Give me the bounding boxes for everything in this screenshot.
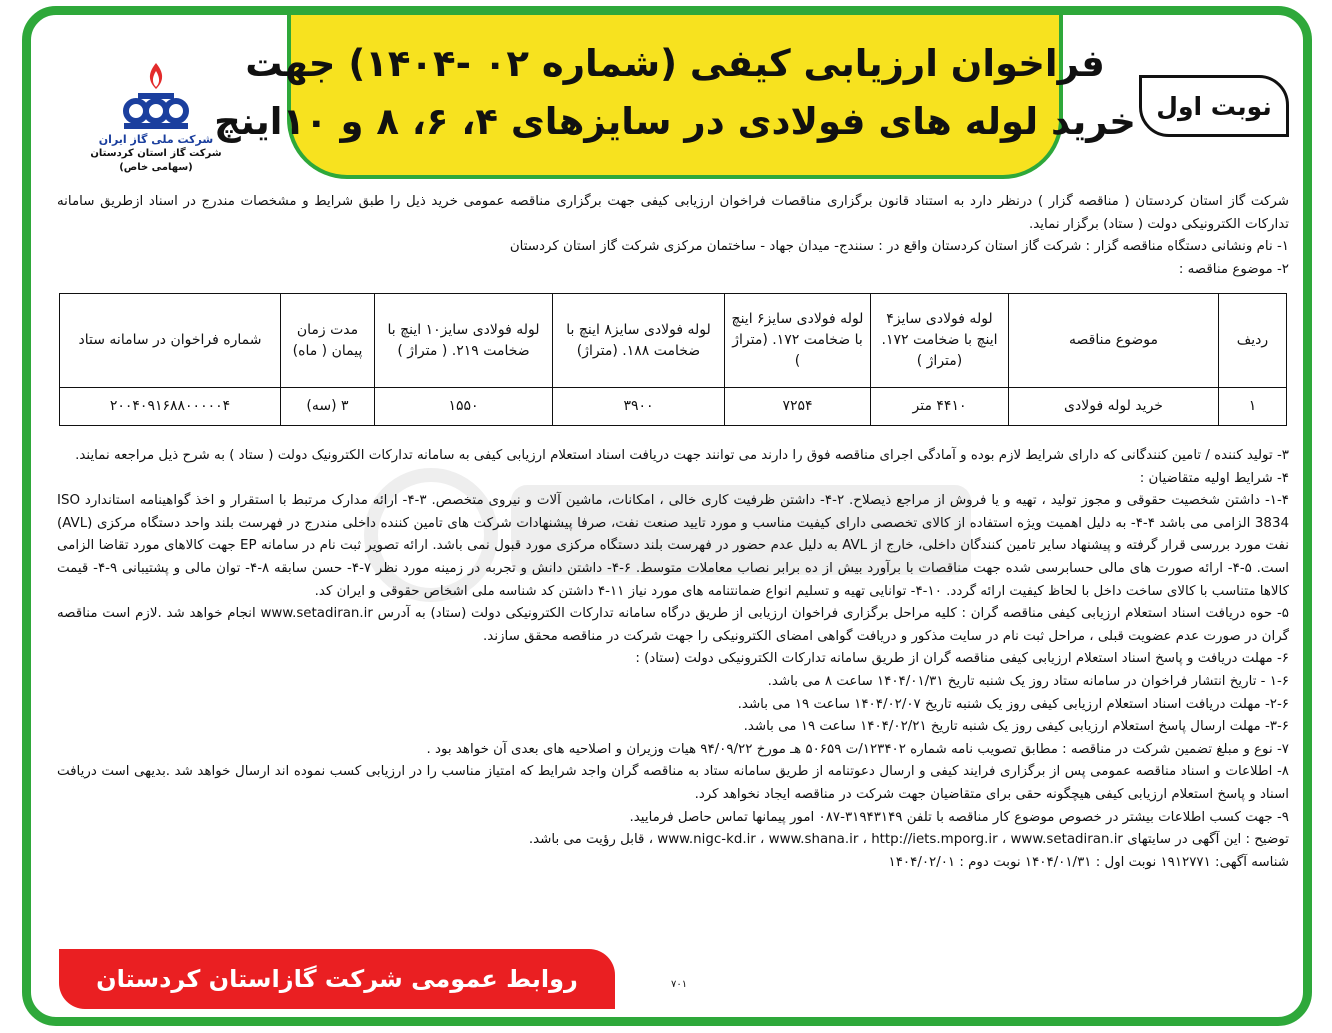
item-1: ۱- نام ونشانی دستگاه مناقصه گزار : شرکت گاز استان کردستان واقع در : سنندج- میدان جهاد - ساختمان مرکزی شرکت گاز استان کردستان <box>509 239 1289 254</box>
logo-company-type: (سهامی خاص) <box>119 162 193 173</box>
item-4-body: ۱-۴- داشتن شخصیت حقوقی و مجوز تولید ، تهیه و یا فروش از مراجع ذیصلاح. ۲-۴- داشتن ظرفیت کاری خالی ، امکانات، ماشین آلات و نیروی متخصص. ۳-۴- ارائه مدارک مرتبط با استقرار و اخذ گواهینامه استاندارد ISO 3834 الزامی می باشد ۴-۴- به دلیل اهمیت ویژه استفاده از کالای تخصصی دارای کیفیت مناسب و مورد تایید صنعت نفت، صرفا پیشنهادات شرکت های تامین کننده داخلی مندرج در فهرست بلند واحد دستگاه مرکزی (AVL) نفت مورد بررسی قرار گرفته و پیشنهاد سایر تامین کنندگان داخلی، خارج از AVL به دلیل عدم حضور در فهرست بلند دستگاه مرکزی مورد قبول نمی باشد. ارائه تصویر ثبت نام در سامانه EP جهت کالاهای مورد تقاضا الزامی است. ۵-۴- ارائه صورت های مالی حسابرسی شده جهت مناقصات با برآورد بیش از ده برابر نصاب معاملات متوسط. ۶-۴- داشتن دانش و تجربه در زمینه مورد نظر ۷-۴- حسن سابقه ۸-۴- توان مالی و پشتیبانی ۹-۴- قیمت کالاها متناسب با کالای ساخت داخل با لحاظ کیفیت ارائه گردد. ۱۰-۴- توانایی تهیه و تسلیم انواع ضمانتنامه های مورد نیاز ۱۱-۴ داشتن کد شناسه ملی اشخاص حقوقی و ایران کد. <box>57 493 1290 599</box>
item-9: ۹- جهت کسب اطلاعات بیشتر در خصوص موضوع کار مناقصه با تلفن ۳۱۹۴۳۱۴۹-۰۸۷ امور پیمانها تماس حاصل فرمایید. <box>629 809 1289 825</box>
tender-table <box>59 293 1287 426</box>
table-row <box>60 388 1287 426</box>
item-5: ۵- حوه دریافت اسناد استعلام ارزیابی کیفی مناقصه گران : کلیه مراحل برگزاری فراخوان ارزیابی از طریق درگاه سامانه تدارکات الکترونیکی دولت (ستاد) به آدرس www.setadiran.ir انجام خواهد شد .لازم است مناقصه گران در صورت عدم عضویت قبلی ، مراحل ثبت نام در سایت مذکور و دریافت گواهی امضای الکترونیکی را جهت شرکت در مناقصه محقق سازند. <box>57 606 1289 644</box>
item-7: ۷- نوع و مبلغ تضمین شرکت در مناقصه : مطابق تصویب نامه شماره ۱۲۳۴۰۲/ت ۵۰۶۵۹ هـ مورخ ۹۴/۰۹/۲۲ هیات وزیران و اصلاحیه های بعدی آن خواهد بود . <box>426 741 1289 757</box>
col-row: ردیف <box>1219 294 1287 388</box>
item-8: ۸- اطلاعات و اسناد مناقصه عمومی پس از برگزاری فرایند کیفی و ارسال دعوتنامه از طریق سامانه ستاد به مناقصه گران واجد شرایط که امتیاز مناسب را در ارزیابی کسب نموده اند ارسال خواهد شد .بدیهی است دریافت اسناد و پاسخ استعلام ارزیابی کیفی هیچگونه حقی برای متقاضیان جهت شرکت در مناقصه ایجاد نخواهد کرد. <box>57 764 1289 802</box>
header-title-line2: خرید لوله های فولادی در سایزهای ۴، ۶، ۸ و ۱۰اینچ <box>214 100 1136 143</box>
item-6-1: ۱-۶ - تاریخ انتشار فراخوان در سامانه ستاد روز یک شنبه تاریخ ۱۴۰۴/۰۱/۳۱ ساعت ۸ می باشد. <box>767 673 1289 689</box>
col-size8: لوله فولادی سایز۸ اینچ با ضخامت ۱۸۸. (متراژ) <box>553 294 725 388</box>
item-2: ۲- موضوع مناقصه : <box>1178 261 1289 277</box>
cell-duration: ۳ (سه) <box>281 388 375 426</box>
page-code: ۷۰۱ <box>671 979 688 990</box>
col-size10: لوله فولادی سایز۱۰ اینچ با ضخامت ۲۱۹. ( متراژ ) <box>375 294 553 388</box>
col-call-number: شماره فراخوان در سامانه ستاد <box>60 294 281 388</box>
item-3: ۳- تولید کننده / تامین کنندگانی که دارای شرایط لازم بوده و آمادگی اجرای مناقصه فوق را دارند می توانند جهت دریافت اسناد استعلام ارزیابی کیفی به سامانه تدارکات الکترونیک دولت ( ستاد ) به شرح ذیل مراجعه نمایند. <box>75 448 1289 463</box>
header-title-line1: فراخوان ارزیابی کیفی (شماره ۰۲ -۱۴۰۴) جهت <box>245 42 1105 85</box>
conditions-section <box>57 445 1289 874</box>
cell-size4: ۴۴۱۰ متر <box>871 388 1009 426</box>
col-duration: مدت زمان پیمان ( ماه) <box>281 294 375 388</box>
col-size4: لوله فولادی سایز۴ اینچ با ضخامت ۱۷۲. (متراژ ) <box>871 294 1009 388</box>
cell-size6: ۷۲۵۴ <box>725 388 871 426</box>
cell-call-number: ۲۰۰۴۰۹۱۶۸۸۰۰۰۰۰۴ <box>60 388 281 426</box>
note-websites: توضیح : این آگهی در سایتهای www.nigc-kd.ir ، www.shana.ir ، http://iets.mporg.ir ، www.setadiran.ir ، قابل رؤیت می باشد. <box>528 832 1289 848</box>
item-4: ۴- شرایط اولیه متقاضیان : <box>1139 470 1289 486</box>
col-subject: موضوع مناقصه <box>1009 294 1219 388</box>
gas-flame-logo-icon <box>116 59 196 133</box>
logo-subsidiary: شرکت گاز استان کردستان <box>90 148 222 159</box>
intro-section <box>57 191 1289 281</box>
item-6-3: ۳-۶- مهلت ارسال پاسخ استعلام ارزیابی کیفی روز یک شنبه تاریخ ۱۴۰۴/۰۲/۲۱ ساعت ۱۹ می باشد. <box>743 719 1289 735</box>
ad-frame <box>22 6 1312 1026</box>
logo-company-name: شرکت ملی گاز ایران <box>98 133 214 146</box>
cell-size10: ۱۵۵۰ <box>375 388 553 426</box>
header-banner <box>214 11 1136 179</box>
cell-row: ۱ <box>1219 388 1287 426</box>
ad-id-line: شناسه آگهی: ۱۹۱۲۷۷۱ نوبت اول : ۱۴۰۴/۰۱/۳۱ نوبت دوم : ۱۴۰۴/۰۲/۰۱ <box>888 854 1289 870</box>
round-badge: نوبت اول <box>1139 75 1289 137</box>
cell-size8: ۳۹۰۰ <box>553 388 725 426</box>
item-6: ۶- مهلت دریافت و پاسخ اسناد استعلام ارزیابی کیفی مناقصه گران از طریق سامانه تدارکات الکترونیکی دولت (ستاد) : <box>635 651 1289 667</box>
table-header-row <box>60 294 1287 388</box>
company-logo <box>91 59 221 175</box>
intro-paragraph: شرکت گاز استان کردستان ( مناقصه گزار ) درنظر دارد به استناد قانون برگزاری مناقصات فراخوان ارزیابی کیفی جهت برگزاری مناقصه عمومی خرید ذیل را طبق شرایط و مشخصات مندرج در اسناد ازطریق سامانه تدارکات الکترونیکی دولت ( ستاد) برگزار نماید. <box>57 194 1289 232</box>
cell-subject: خرید لوله فولادی <box>1009 388 1219 426</box>
col-size6: لوله فولادی سایز۶ اینچ با ضخامت ۱۷۲. (متراژ ) <box>725 294 871 388</box>
footer-banner: روابط عمومی شرکت گازاستان کردستان <box>59 949 615 1009</box>
item-6-2: ۲-۶- مهلت دریافت اسناد استعلام ارزیابی کیفی روز یک شنبه تاریخ ۱۴۰۴/۰۲/۰۷ ساعت ۱۹ می باشد. <box>737 696 1289 712</box>
